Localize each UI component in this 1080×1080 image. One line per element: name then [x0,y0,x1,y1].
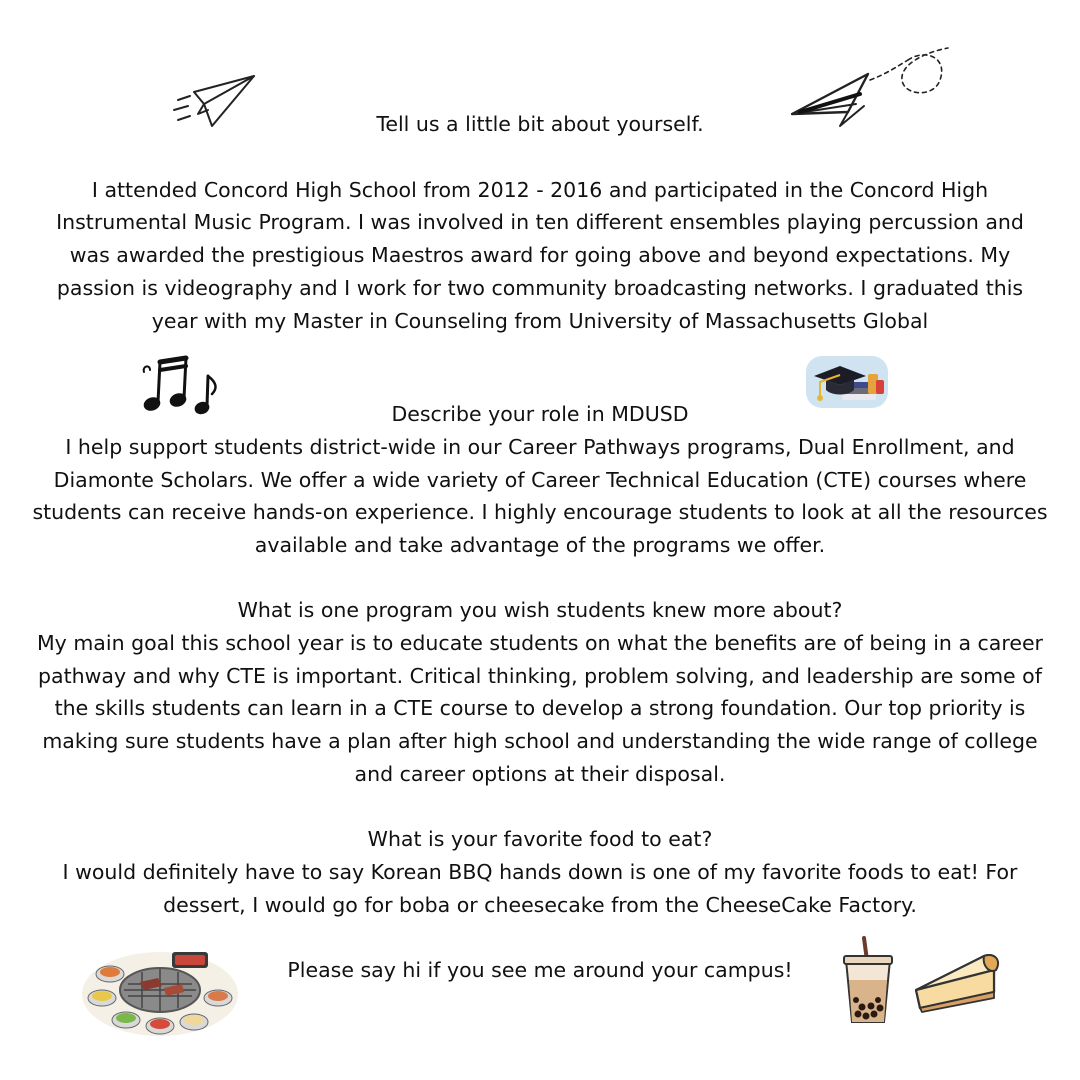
program-section [30,594,1050,791]
role-answer: I help support students district-wide in our Career Pathways programs, Dual Enrollment, and Diamonte Scholars. We offer a wide variety of Career Technical Education (CTE) courses where students can receive hands-on experience. I highly encourage students to look at all the resources available and take advantage of the programs we offer. [32,434,1048,558]
boba-tea-icon [838,934,898,1028]
about-question: Tell us a little bit about yourself. [376,112,704,136]
about-answer: I attended Concord High School from 2012 - 2016 and participated in the Concord High Instrumental Music Program. I was involved in ten different ensembles playing percussion and was awarded the prestigious Maestros award for going above and beyond expectations. My passion is videography and I work for two community broadcasting networks. I graduated this year with my Master in Counseling from University of Massachusetts Global [56,177,1024,333]
cheesecake-slice-icon [910,946,1002,1014]
program-question: What is one program you wish students knew more about? [237,598,843,622]
food-answer: I would definitely have to say Korean BBQ hands down is one of my favorite foods to eat! For dessert, I would go for boba or cheesecake from the CheeseCake Factory. [62,859,1018,917]
paper-plane-icon [168,70,260,132]
about-section [30,108,1050,338]
closing-section [230,954,850,987]
role-question: Describe your role in MDUSD [391,402,689,426]
korean-bbq-grill-icon [80,938,240,1040]
graduation-cap-books-icon [804,352,890,410]
paper-plane-loop-icon [786,44,954,130]
role-section [30,398,1050,562]
closing-text: Please say hi if you see me around your campus! [287,958,793,982]
music-notes-icon [138,352,220,418]
food-question: What is your favorite food to eat? [367,827,713,851]
program-answer: My main goal this school year is to educate students on what the benefits are of being in a career pathway and why CTE is important. Critical thinking, problem solving, and leadership are some of the skills students can learn in a CTE course to develop a strong foundation. Our top priority is making sure students have a plan after high school and understanding the wide range of college and career options at their disposal. [37,630,1043,786]
food-section [30,823,1050,921]
about-spacer [30,141,1050,174]
